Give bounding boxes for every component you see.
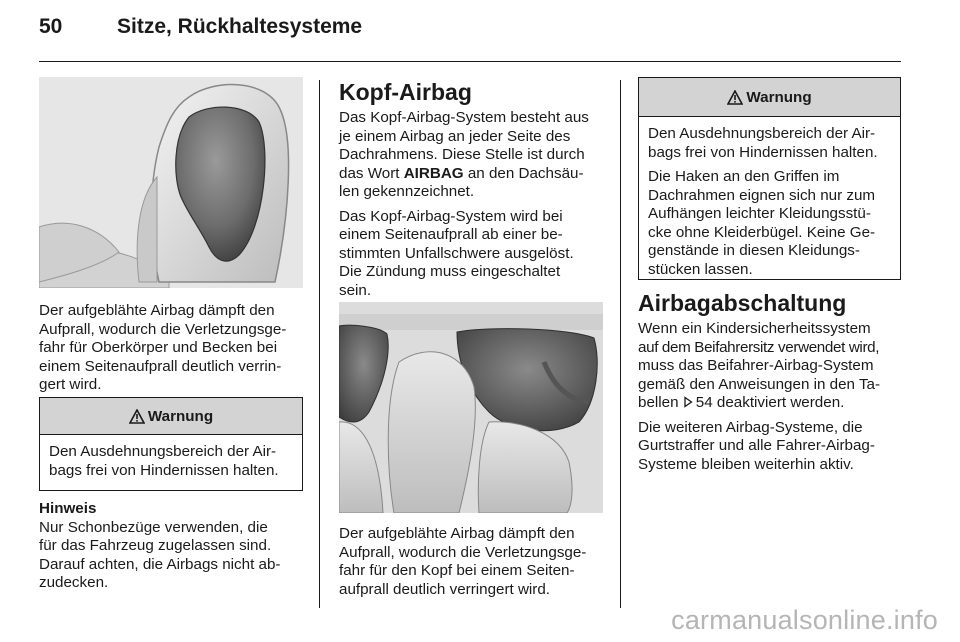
text-line: Die weiteren Airbag-Systeme, die xyxy=(638,418,863,436)
caption-line: gert wird. xyxy=(39,376,102,393)
text-line: Die Zündung muss eingeschaltet xyxy=(339,263,561,280)
col1-caption xyxy=(39,302,305,395)
warning-title: Warnung xyxy=(746,88,812,106)
page-reference-arrow-icon xyxy=(683,396,693,408)
text-line xyxy=(638,394,906,413)
text-run: an den Dachsäu- xyxy=(463,164,584,182)
text-line: auf dem Beifahrersitz verwendet wird, xyxy=(638,338,880,356)
warning-line: Den Ausdehnungsbereich der Air- xyxy=(49,443,277,460)
text-line: Systeme bleiben weiterhin aktiv. xyxy=(638,455,854,473)
head-airbag-illustration xyxy=(339,302,603,513)
note-line: für das Fahrzeug zugelassen sind. xyxy=(39,537,272,554)
text-run: bellen xyxy=(638,394,683,411)
caption-line: Aufprall, wodurch die Verletzungsge- xyxy=(39,320,287,338)
text-line: einem Seitenaufprall ab einer be- xyxy=(339,226,563,243)
note-line: Darauf achten, die Airbags nicht ab- xyxy=(39,555,281,573)
watermark-text: carmanualsonline.info xyxy=(671,605,938,635)
text-line: Wenn ein Kindersicherheitssystem xyxy=(638,320,871,337)
warning-line: Aufhängen leichter Kleidungsstü- xyxy=(648,205,871,222)
warning-line: genstände in diesen Kleidungs- xyxy=(648,242,860,259)
text-line: je einem Airbag an jeder Seite des xyxy=(339,127,571,145)
caption-line: aufprall deutlich verringert wird. xyxy=(339,580,551,598)
warning-line: bags frei von Hindernissen halten. xyxy=(49,461,279,479)
warning-line: stücken lassen. xyxy=(648,260,753,278)
page-reference-link[interactable]: 54 xyxy=(695,394,713,411)
caption-line: Der aufgeblähte Airbag dämpft den xyxy=(39,302,275,319)
warning-line: cke ohne Kleiderbügel. Keine Ge- xyxy=(648,223,876,241)
warning-line: Den Ausdehnungsbereich der Air- xyxy=(648,125,876,142)
warning-header xyxy=(639,78,900,117)
note-line: zudecken. xyxy=(39,574,109,591)
paragraph-2 xyxy=(339,208,607,301)
warning-box-2 xyxy=(638,77,901,280)
caption-line: Der aufgeblähte Airbag dämpft den xyxy=(339,525,575,542)
text-line: gemäß den Anweisungen in den Ta- xyxy=(638,375,881,393)
warning-paragraph xyxy=(648,125,891,162)
note-line: Nur Schonbezüge verwenden, die xyxy=(39,518,268,536)
note-block xyxy=(39,500,305,593)
warning-box-1 xyxy=(39,397,303,491)
warning-body xyxy=(40,435,302,488)
airbag-marking-word: AIRBAG xyxy=(403,164,464,182)
warning-body xyxy=(639,117,900,287)
caption-line: einem Seitenaufprall deutlich verrin- xyxy=(39,357,282,375)
warning-title: Warnung xyxy=(147,407,214,425)
text-run: das Wort xyxy=(339,164,404,182)
header-rule xyxy=(39,61,901,62)
text-line: stimmten Unfallschwere ausgelöst. xyxy=(339,244,574,262)
paragraph-1 xyxy=(638,320,906,413)
warning-paragraph xyxy=(648,168,891,279)
col2-text xyxy=(339,79,607,306)
col3-text xyxy=(638,290,906,480)
warning-line: bags frei von Hindernissen halten. xyxy=(648,143,878,161)
warning-triangle-icon xyxy=(129,409,145,424)
text-line: sein. xyxy=(339,281,372,299)
column-divider-1 xyxy=(319,80,320,608)
col2-caption xyxy=(339,525,607,599)
seat-airbag-illustration xyxy=(39,77,303,288)
text-line: muss das Beifahrer-Airbag-System xyxy=(638,357,874,374)
warning-triangle-icon xyxy=(727,90,743,105)
warning-line: Dachrahmen eignen sich nur zum xyxy=(648,186,876,204)
text-line: len gekennzeichnet. xyxy=(339,183,475,200)
text-line: Dachrahmens. Diese Stelle ist durch xyxy=(339,146,585,163)
section-heading-airbagabschaltung: Airbagabschaltung xyxy=(638,290,847,316)
note-title: Hinweis xyxy=(39,500,97,517)
column-divider-2 xyxy=(620,80,621,608)
text-line xyxy=(339,165,607,184)
section-heading-kopf-airbag: Kopf-Airbag xyxy=(339,79,472,105)
warning-header xyxy=(40,398,302,435)
caption-line: fahr für Oberkörper und Becken bei xyxy=(39,339,278,356)
text-line: Das Kopf-Airbag-System wird bei xyxy=(339,207,563,225)
text-line: Das Kopf-Airbag-System besteht aus xyxy=(339,109,589,126)
paragraph-1 xyxy=(339,109,607,202)
caption-line: fahr für den Kopf bei einem Seiten- xyxy=(339,562,575,579)
paragraph-2 xyxy=(638,419,906,475)
text-run: deaktiviert werden. xyxy=(712,394,845,411)
car-interior-drawing xyxy=(339,302,603,513)
seat-airbag-drawing xyxy=(39,77,303,288)
text-line: Gurtstraffer und alle Fahrer-Airbag- xyxy=(638,437,875,454)
warning-line: Die Haken an den Griffen im xyxy=(648,168,840,185)
page-title: Sitze, Rückhaltesysteme xyxy=(117,15,363,38)
page-number: 50 xyxy=(39,15,63,38)
caption-line: Aufprall, wodurch die Verletzungsge- xyxy=(339,543,587,561)
